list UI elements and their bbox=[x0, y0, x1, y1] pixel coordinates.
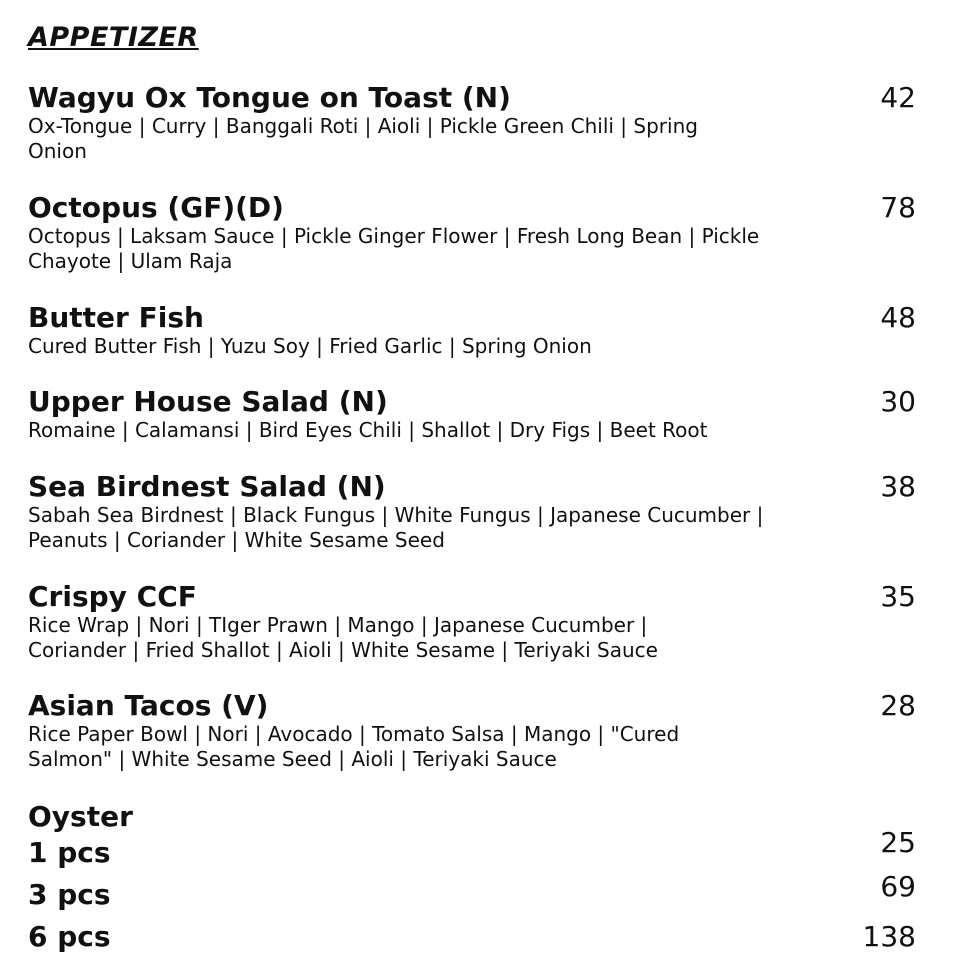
menu-item-upper-house-salad bbox=[28, 386, 938, 443]
item-description bbox=[28, 334, 828, 359]
item-description bbox=[28, 224, 828, 274]
item-name: Butter Fish bbox=[28, 301, 204, 334]
item-description-line: Romaine | Calamansi | Bird Eyes Chili | Shallot | Dry Figs | Beet Root bbox=[28, 418, 708, 442]
oyster-price: 69 bbox=[880, 870, 916, 903]
item-description-line: Rice Paper Bowl | Nori | Avocado | Tomato Salsa | Mango | "Cured bbox=[28, 722, 680, 746]
item-name: Asian Tacos (V) bbox=[28, 689, 269, 722]
menu-item-asian-tacos bbox=[28, 690, 938, 772]
oyster-quantity: 1 pcs bbox=[28, 836, 111, 869]
oyster-option-6 bbox=[28, 920, 938, 954]
item-price: 42 bbox=[880, 81, 916, 114]
item-price: 30 bbox=[880, 385, 916, 418]
item-description-line: Sabah Sea Birdnest | Black Fungus | White Fungus | Japanese Cucumber | bbox=[28, 503, 764, 527]
item-description bbox=[28, 114, 828, 164]
item-name: Wagyu Ox Tongue on Toast (N) bbox=[28, 81, 511, 114]
menu-item-sea-birdnest-salad bbox=[28, 471, 938, 553]
item-description-line: Octopus | Laksam Sauce | Pickle Ginger Flower | Fresh Long Bean | Pickle bbox=[28, 224, 760, 248]
menu-item-butter-fish bbox=[28, 302, 938, 359]
item-price: 48 bbox=[880, 301, 916, 334]
item-description bbox=[28, 503, 828, 553]
oyster-option-3 bbox=[28, 870, 938, 912]
item-description bbox=[28, 722, 828, 772]
oyster-quantity: 3 pcs bbox=[28, 878, 111, 911]
item-name: Oyster bbox=[28, 800, 133, 833]
item-price: 28 bbox=[880, 689, 916, 722]
item-description bbox=[28, 418, 828, 443]
item-description-line: Rice Wrap | Nori | TIger Prawn | Mango | Japanese Cucumber | bbox=[28, 613, 648, 637]
item-description-line: Coriander | Fried Shallot | Aioli | White Sesame | Teriyaki Sauce bbox=[28, 638, 658, 662]
oyster-price: 138 bbox=[862, 920, 916, 953]
oyster-option-1 bbox=[28, 826, 938, 870]
menu-item-oyster bbox=[28, 801, 938, 833]
item-description bbox=[28, 613, 828, 663]
item-description-line: Onion bbox=[28, 139, 87, 163]
item-name: Upper House Salad (N) bbox=[28, 385, 388, 418]
item-description-line: Salmon" | White Sesame Seed | Aioli | Teriyaki Sauce bbox=[28, 747, 557, 771]
menu-item-wagyu-ox-tongue bbox=[28, 82, 938, 164]
menu-item-crispy-ccf bbox=[28, 581, 938, 663]
item-description-line: Peanuts | Coriander | White Sesame Seed bbox=[28, 528, 445, 552]
oyster-quantity: 6 pcs bbox=[28, 920, 111, 953]
item-price: 35 bbox=[880, 580, 916, 613]
item-description-line: Chayote | Ulam Raja bbox=[28, 249, 233, 273]
item-name: Octopus (GF)(D) bbox=[28, 191, 284, 224]
item-description-line: Cured Butter Fish | Yuzu Soy | Fried Garlic | Spring Onion bbox=[28, 334, 592, 358]
item-description-line: Ox-Tongue | Curry | Banggali Roti | Aioli | Pickle Green Chili | Spring bbox=[28, 114, 698, 138]
oyster-price: 25 bbox=[880, 826, 916, 859]
section-title: APPETIZER bbox=[28, 22, 199, 53]
item-price: 78 bbox=[880, 191, 916, 224]
item-name: Sea Birdnest Salad (N) bbox=[28, 470, 386, 503]
item-name: Crispy CCF bbox=[28, 580, 197, 613]
menu-item-octopus bbox=[28, 192, 938, 274]
item-price: 38 bbox=[880, 470, 916, 503]
